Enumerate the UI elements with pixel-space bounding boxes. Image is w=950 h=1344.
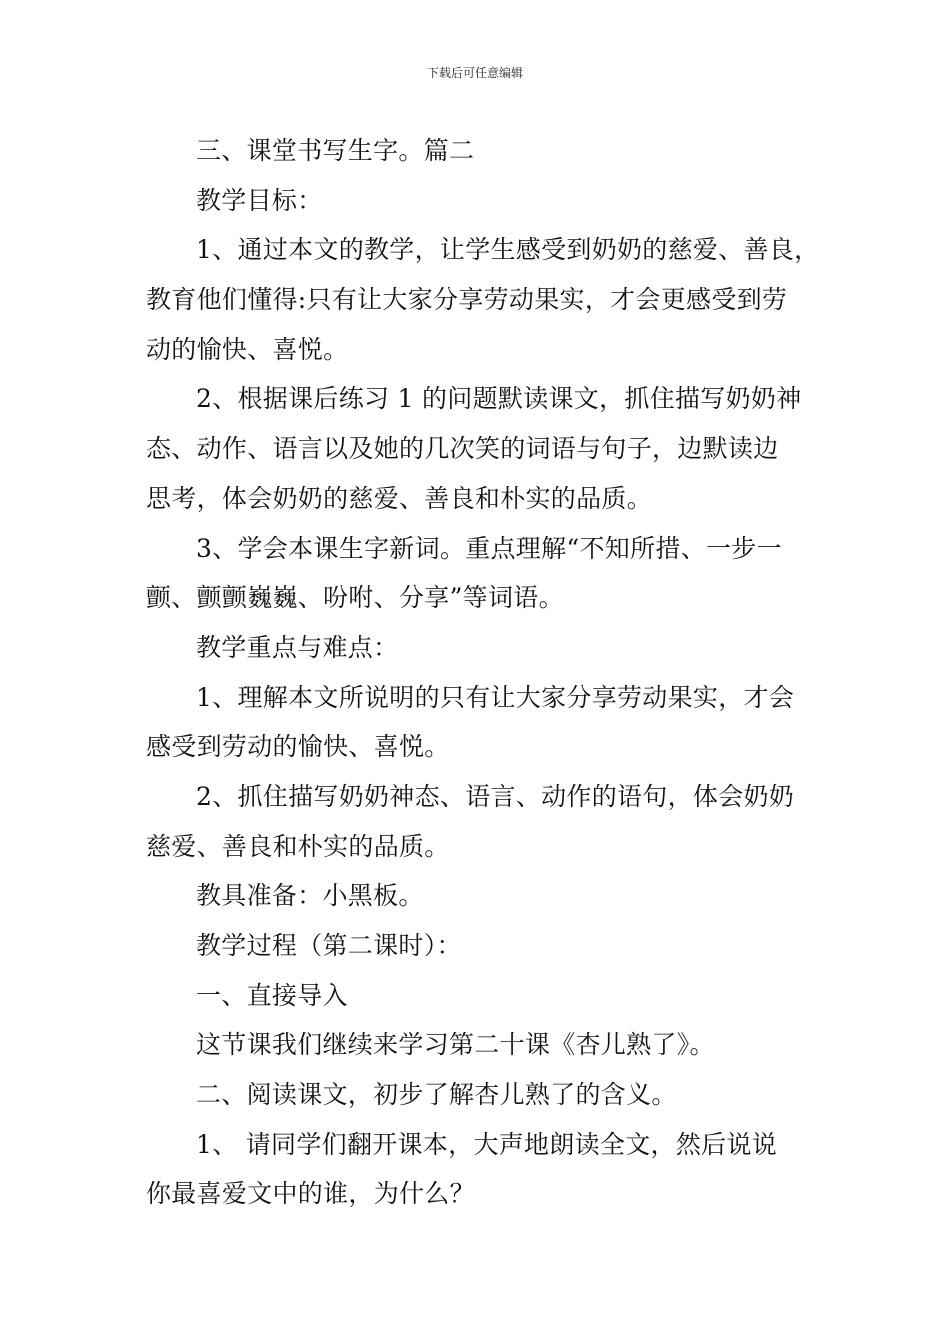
- text-line: 这节课我们继续来学习第二十课《杏儿熟了》。: [196, 1030, 715, 1060]
- text-line: 动的愉快、喜悦。: [146, 334, 349, 364]
- text-line: 慈爱、善良和朴实的品质。: [146, 831, 450, 861]
- text-line: 1、通过本文的教学，让学生感受到奶奶的慈爱、善良，: [196, 235, 820, 265]
- text-line: 教育他们懂得:只有让大家分享劳动果实，才会更感受到劳: [146, 285, 788, 315]
- text-line: 1、理解本文所说明的只有让大家分享劳动果实，才会: [196, 682, 795, 712]
- text-line: 颤、颤颤巍巍、吩咐、分享”等词语。: [146, 583, 564, 613]
- text-line: 2、根据课后练习 1 的问题默读课文，抓住描写奶奶神: [196, 384, 802, 414]
- text-line: 感受到劳动的愉快、喜悦。: [146, 732, 450, 762]
- section-heading: 教学过程（第二课时）：: [196, 931, 462, 960]
- text-line: 三、课堂书写生字。篇二: [196, 136, 475, 165]
- document-body: [146, 126, 836, 1219]
- text-line: 3、学会本课生字新词。重点理解“不知所措、一步一: [196, 533, 782, 563]
- section-heading: 教学目标：: [196, 185, 323, 215]
- text-line: 态、动作、语言以及她的几次笑的词语与句子，边默读边: [146, 434, 779, 464]
- text-line: 思考，体会奶奶的慈爱、善良和朴实的品质。: [146, 483, 653, 513]
- section-heading: 教学重点与难点：: [196, 632, 399, 662]
- text-line: 2、抓住描写奶奶神态、语言、动作的语句，体会奶奶: [196, 781, 795, 811]
- page-header: 下载后可任意编辑: [426, 66, 523, 80]
- text-line: 二、阅读课文，初步了解杏儿熟了的含义。: [196, 1080, 677, 1110]
- text-line: 教具准备：小黑板。: [196, 881, 424, 911]
- text-line: 一、直接导入: [196, 980, 348, 1010]
- text-line: 你最喜爱文中的谁，为什么？: [146, 1179, 475, 1209]
- text-line: 1、 请同学们翻开课本，大声地朗读全文，然后说说: [196, 1129, 778, 1159]
